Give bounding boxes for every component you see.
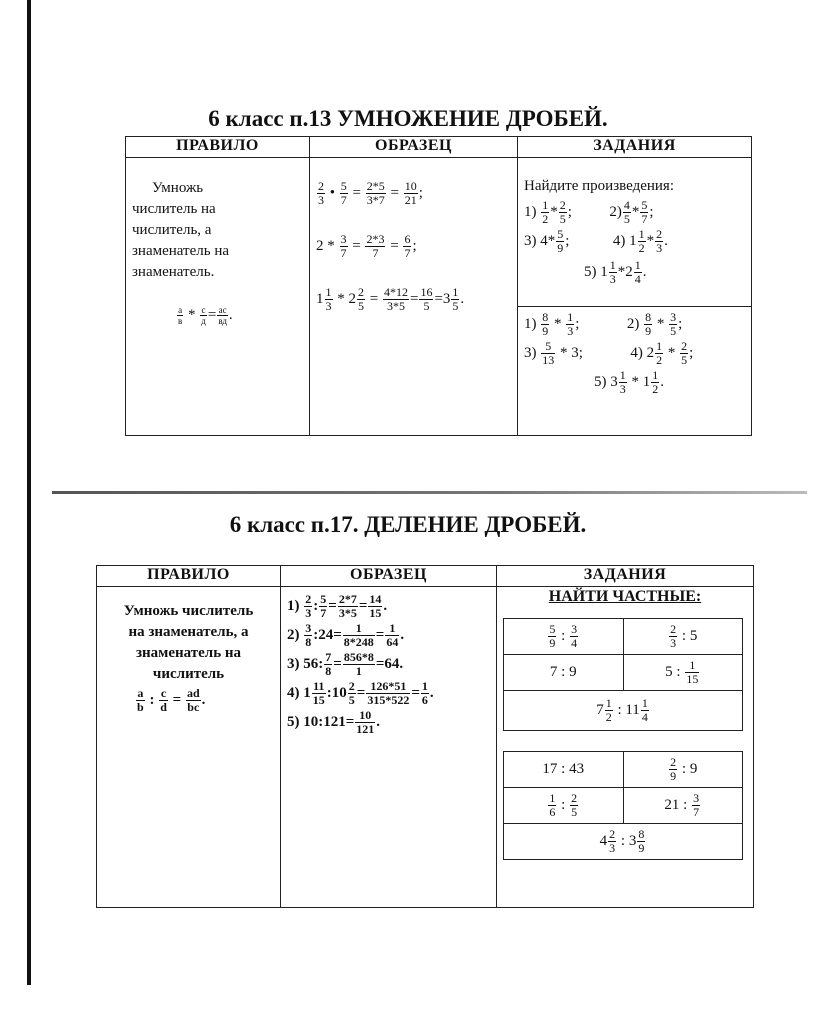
tasks-set-2 xyxy=(518,306,751,396)
tasks-cell xyxy=(518,158,752,436)
header-tasks: ЗАДАНИЯ xyxy=(497,566,754,587)
page-edge-line xyxy=(27,0,31,985)
quotient-item: $\frac{1}{6}$ : $\frac{2}{5}$ xyxy=(504,788,624,824)
section2-title: 6 класс п.17. ДЕЛЕНИЕ ДРОБЕЙ. xyxy=(229,512,587,537)
rule-line: Умножь числитель xyxy=(123,603,254,619)
quotient-item: $\frac{2}{9}$ : 9 xyxy=(623,752,743,788)
example-2: 2 * $\frac{3}{7}$ = $\frac{2*3}{7}$ = $\frac{6}{7}$ ; xyxy=(316,232,417,260)
multiplication-table xyxy=(125,136,752,436)
header-rule: ПРАВИЛО xyxy=(126,137,310,158)
quotient-item: 5 : $\frac{1}{15}$ xyxy=(623,655,743,691)
section1-title: 6 класс п.13 УМНОЖЕНИЕ ДРОБЕЙ. xyxy=(208,106,608,131)
example-3: 3) 56: $\frac{7}{8}$ = $\frac{856*8}{1}$ =64. xyxy=(287,650,404,678)
quotients-grid-1 xyxy=(503,618,743,731)
rule-line: знаменатель на xyxy=(135,645,242,661)
rule-line: Умножь xyxy=(152,180,204,196)
quotient-item: $\frac{2}{3}$ : 5 xyxy=(623,619,743,655)
tasks-heading: Найдите произведения: xyxy=(524,178,674,194)
example-4: 4) 1 $\frac{11}{15}$ :10 $\frac{2}{5}$ = $\frac{126*51}{315*522}$ = $\frac{1}{6}$ . xyxy=(287,679,434,707)
rule-formula: a в * c д = ac вд . xyxy=(178,305,233,326)
quotient-item: 7 : 9 xyxy=(504,655,624,691)
example-3: 1 $\frac{1}{3}$ * 2 $\frac{2}{5}$ = $\frac{4*12}{3*5}$ = $\frac{16}{5}$ =3 $\frac{1}{5}$ . xyxy=(316,285,465,313)
section-divider xyxy=(52,491,807,494)
division-table xyxy=(96,565,754,908)
header-example: ОБРАЗЕЦ xyxy=(281,566,497,587)
example-5: 5) 10:121= $\frac{10}{121}$ . xyxy=(287,708,381,736)
quotient-item: 7 $\frac{1}{2}$ : 11 $\frac{1}{4}$ xyxy=(504,691,743,731)
task-row: 3) $\frac{5}{13}$ * 3; 4) 2 $\frac{1}{2}$ * $\frac{2}{5}$ ; xyxy=(524,339,694,367)
rule-line: числитель, а xyxy=(132,222,212,238)
task-row: 5) 1 $\frac{1}{3}$ *2 $\frac{1}{4}$ . xyxy=(584,258,647,286)
header-example: ОБРАЗЕЦ xyxy=(310,137,518,158)
header-tasks: ЗАДАНИЯ xyxy=(518,137,752,158)
rule-cell xyxy=(97,587,281,908)
rule-line: на знаменатель, а xyxy=(128,624,249,640)
example-1: 1) $\frac{2}{3}$ : $\frac{5}{7}$ = $\frac{2*7}{3*5}$ = $\frac{14}{15}$ . xyxy=(287,592,388,620)
rule-formula: $\frac{a}{b}$ : $\frac{c}{d}$ = $\frac{ad}{bc}$ . xyxy=(137,686,206,714)
example-cell xyxy=(310,158,518,436)
rule-line: знаменатель на xyxy=(132,243,230,259)
task-row: 1) $\frac{1}{2}$ * $\frac{2}{5}$ ; 2) $\frac{4}{5}$ * $\frac{5}{7}$ ; xyxy=(524,198,654,226)
task-row: 1) $\frac{8}{9}$ * $\frac{1}{3}$ ; 2) $\frac{8}{9}$ * $\frac{3}{5}$ ; xyxy=(524,310,683,338)
quotient-item: $\frac{5}{9}$ : $\frac{3}{4}$ xyxy=(504,619,624,655)
tasks-cell xyxy=(497,587,754,908)
example-cell xyxy=(281,587,497,908)
tasks-heading: НАЙТИ ЧАСТНЫЕ: xyxy=(548,588,702,605)
rule-line: знаменатель. xyxy=(132,264,215,280)
example-1: $\frac{2}{3}$ • $\frac{5}{7}$ = $\frac{2*5}{3*7}$ = $\frac{10}{21}$ ; xyxy=(318,179,423,207)
quotient-item: 4 $\frac{2}{3}$ : 3 $\frac{8}{9}$ xyxy=(504,824,743,860)
quotient-item: 21 : $\frac{3}{7}$ xyxy=(623,788,743,824)
rule-cell xyxy=(126,158,310,436)
quotient-item: 17 : 43 xyxy=(504,752,624,788)
task-row: 5) 3 $\frac{1}{3}$ * 1 $\frac{1}{2}$ . xyxy=(594,368,664,396)
quotients-grid-2 xyxy=(503,751,743,860)
rule-line: числитель на xyxy=(132,201,216,217)
task-row: 3) 4* $\frac{5}{9}$ ; 4) 1 $\frac{1}{2}$ * $\frac{2}{3}$ . xyxy=(524,227,668,255)
example-2: 2) $\frac{3}{8}$ :24= $\frac{1}{8*248}$ = $\frac{1}{64}$ . xyxy=(287,621,405,649)
header-rule: ПРАВИЛО xyxy=(97,566,281,587)
rule-line: числитель xyxy=(152,666,225,682)
